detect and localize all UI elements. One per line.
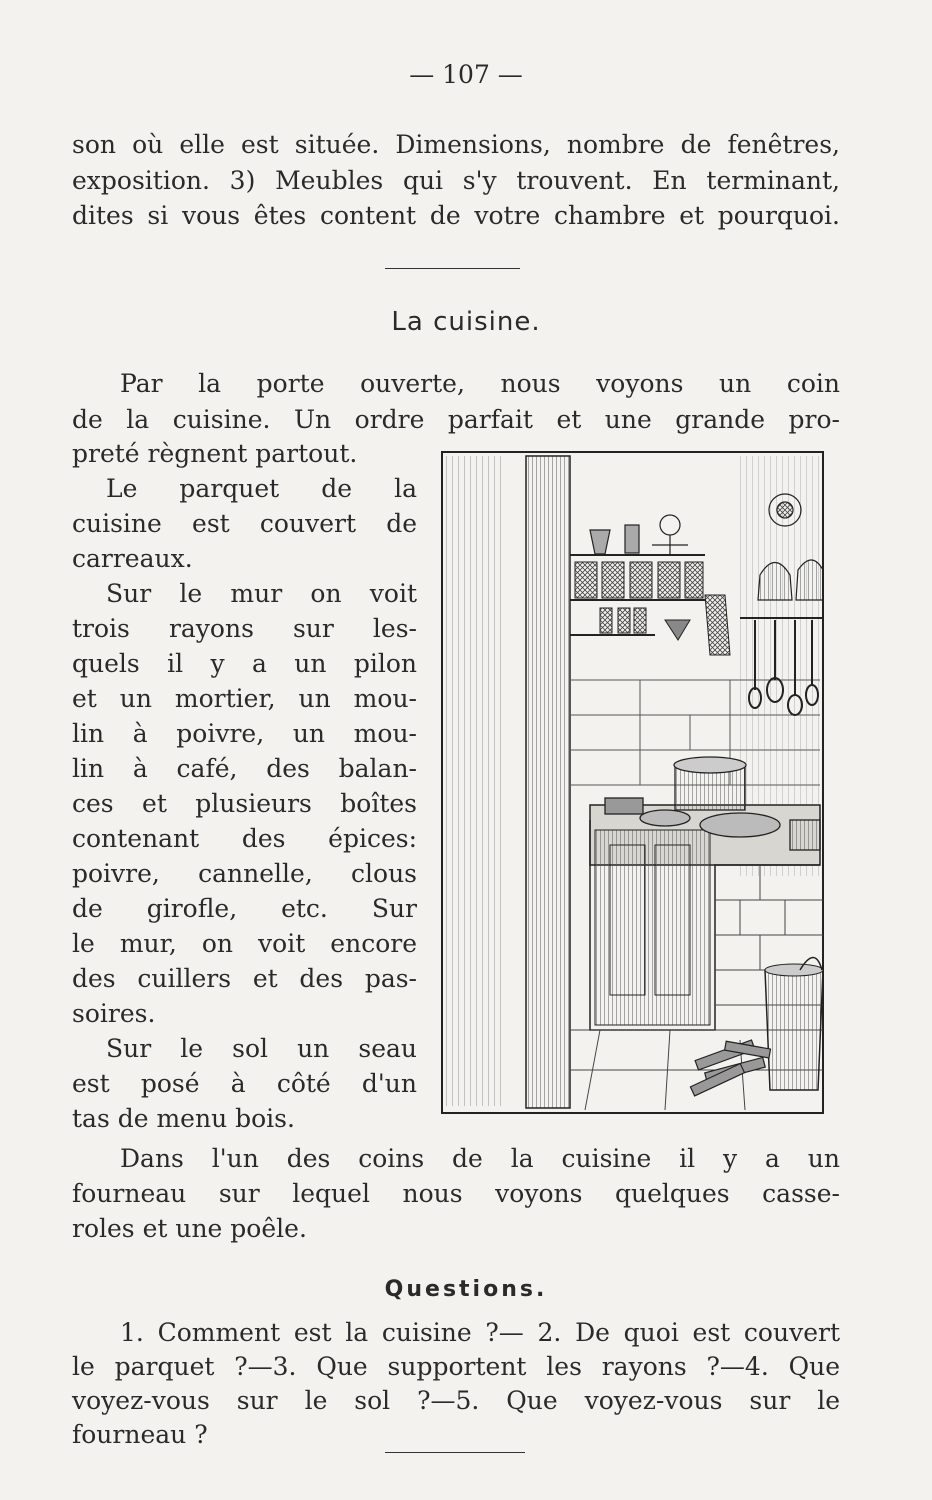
text-line: exposition. 3) Meubles qui s'y trouvent. En terminant, — [72, 166, 840, 195]
text-line: son où elle est située. Dimensions, nombre de fenêtres, — [72, 130, 840, 159]
text-line: est posé à côté d'un — [72, 1069, 417, 1098]
questions-heading: Questions. — [384, 1277, 548, 1302]
text-line: de la cuisine. Un ordre parfait et une grande pro- — [72, 405, 840, 434]
text-line: cuisine est couvert de — [72, 509, 417, 538]
question-line: 1. Comment est la cuisine ?— 2. De quoi est couvert — [120, 1318, 840, 1347]
page-number: — 107 — — [409, 60, 523, 89]
kitchen-illustration — [440, 450, 825, 1115]
text-line: poivre, cannelle, clous — [72, 859, 417, 888]
divider-rule — [385, 1452, 525, 1453]
text-line: lin à café, des balan- — [72, 754, 417, 783]
text-line: fourneau sur lequel nous voyons quelques casse- — [72, 1179, 840, 1208]
text-line: Dans l'un des coins de la cuisine il y a un — [120, 1144, 840, 1173]
text-line: tas de menu bois. — [72, 1104, 295, 1133]
text-line: Sur le sol un seau — [106, 1034, 417, 1063]
section-title: La cuisine. — [391, 307, 541, 337]
text-line: le mur, on voit encore — [72, 929, 417, 958]
text-line: soires. — [72, 999, 156, 1028]
text-line: ces et plusieurs boîtes — [72, 789, 417, 818]
question-line: voyez-vous sur le sol ?—5. Que voyez-vous sur le — [72, 1386, 840, 1415]
text-line: des cuillers et des pas- — [72, 964, 417, 993]
text-line: de girofle, etc. Sur — [72, 894, 417, 923]
question-line: fourneau ? — [72, 1420, 208, 1449]
text-line: contenant des épices: — [72, 824, 417, 853]
text-line: dites si vous êtes content de votre chambre et pourquoi. — [72, 201, 840, 230]
text-line: trois rayons sur les- — [72, 614, 417, 643]
text-line: roles et une poêle. — [72, 1214, 307, 1243]
text-line: carreaux. — [72, 544, 193, 573]
text-line: Le parquet de la — [106, 474, 417, 503]
text-line: preté règnent partout. — [72, 439, 358, 468]
text-line: et un mortier, un mou- — [72, 684, 417, 713]
text-line: Par la porte ouverte, nous voyons un coin — [120, 369, 840, 398]
divider-rule — [385, 268, 520, 269]
text-line: Sur le mur on voit — [106, 579, 417, 608]
text-line: lin à poivre, un mou- — [72, 719, 417, 748]
text-line: quels il y a un pilon — [72, 649, 417, 678]
question-line: le parquet ?—3. Que supportent les rayons ?—4. Que — [72, 1352, 840, 1381]
